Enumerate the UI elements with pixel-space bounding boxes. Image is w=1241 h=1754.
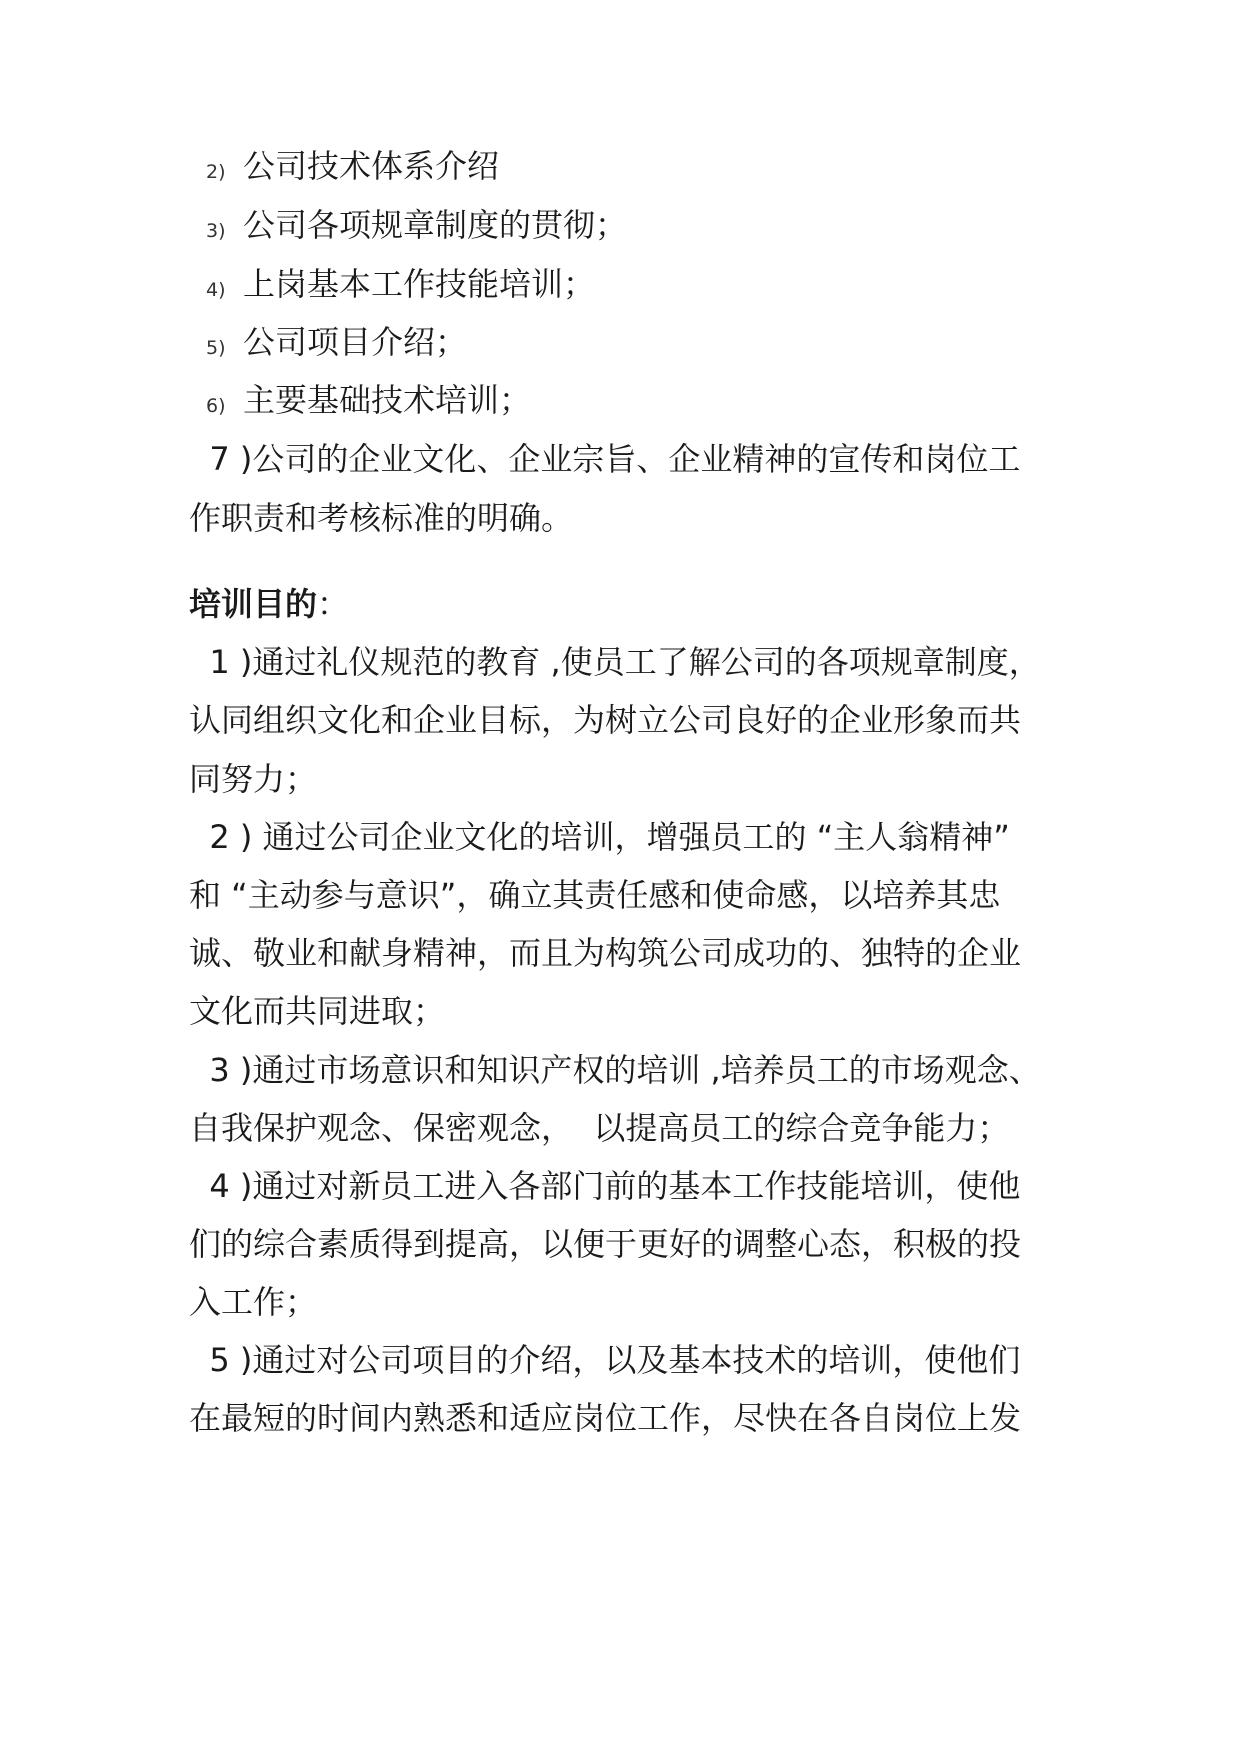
paragraph-text: 诚、敬业和献身精神，而且为构筑公司成功的、独特的企业 [189, 934, 1022, 972]
list-item-number: 5) [206, 337, 226, 359]
paragraph-text: 自我保护观念、保密观念， 以提高员工的综合竞争能力； [189, 1109, 1010, 1147]
list-item-number: 6) [206, 395, 226, 417]
heading-text: 培训目的 [189, 585, 318, 623]
paragraph-text: 作职责和考核标准的明确。 [189, 499, 574, 537]
paragraph-text: 7 )公司的企业文化、企业宗旨、企业精神的宣传和岗位工 [189, 440, 1021, 478]
paragraph-text: 5 )通过对公司项目的介绍，以及基本技术的培训，使他们 [189, 1341, 1021, 1379]
list-item-number: 2) [206, 161, 226, 183]
list-item-text: 公司项目介绍； [243, 323, 468, 361]
list-item-text: 上岗基本工作技能培训； [243, 265, 596, 303]
paragraph-text: 入工作； [189, 1283, 318, 1321]
paragraph-text: 在最短的时间内熟悉和适应岗位工作，尽快在各自岗位上发 [189, 1399, 1022, 1437]
list-item-number: 3) [206, 220, 226, 242]
paragraph-text: 认同组织文化和企业目标，为树立公司良好的企业形象而共 [189, 701, 1022, 739]
heading-colon: ： [317, 585, 350, 623]
list-item-text: 公司各项规章制度的贯彻； [243, 206, 628, 244]
paragraph-text: 和 “主动参与意识”，确立其责任感和使命感，以培养其忠 [189, 876, 1001, 914]
paragraph-text: 4 )通过对新员工进入各部门前的基本工作技能培训，使他 [189, 1167, 1021, 1205]
paragraph-text: 1 )通过礼仪规范的教育 ,使员工了解公司的各项规章制度， [189, 643, 1041, 681]
list-item-number: 4) [206, 279, 226, 301]
paragraph-text: 同努力； [189, 760, 318, 798]
paragraph-text: 3 )通过市场意识和知识产权的培训 ,培养员工的市场观念、 [189, 1051, 1041, 1089]
paragraph-text: 文化而共同进取； [189, 992, 446, 1030]
paragraph-text: 们的综合素质得到提高，以便于更好的调整心态，积极的投 [189, 1225, 1022, 1263]
paragraph-text: 2 ) 通过公司企业文化的培训，增强员工的 “主人翁精神” [189, 818, 1010, 856]
list-item-text: 公司技术体系介绍 [243, 147, 500, 185]
list-item-text: 主要基础技术培训； [243, 381, 532, 419]
